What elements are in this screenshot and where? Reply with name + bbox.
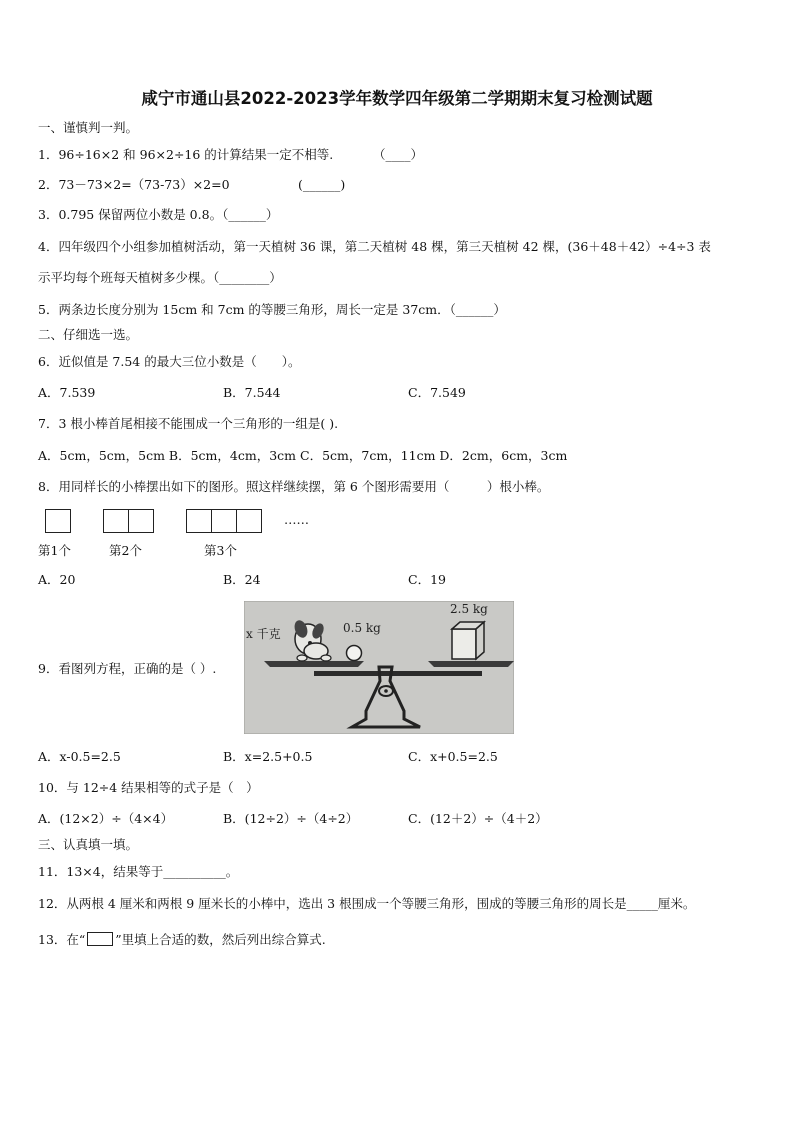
figure-label-1: 第1个 xyxy=(38,543,71,558)
ball-icon xyxy=(347,646,362,661)
question-1: 1．96÷16×2 和 96×2÷16 的计算结果一定不相等. xyxy=(38,147,334,162)
question-13 xyxy=(38,932,326,948)
page-title: 咸宁市通山县2022-2023学年数学四年级第二学期期末复习检测试题 xyxy=(141,89,653,108)
question-8: 8．用同样长的小棒摆出如下的图形。照这样继续摆，第 6 个图形需要用（ ）根小棒。 xyxy=(38,479,550,494)
stick-figure-3 xyxy=(186,509,262,533)
q8-option-b: B．24 xyxy=(223,572,261,587)
left-pan xyxy=(264,661,364,667)
cube-icon xyxy=(452,622,484,659)
question-13-suffix: ”里填上合适的数，然后列出综合算式. xyxy=(115,932,326,947)
question-12: 12．从两根 4 厘米和两根 9 厘米长的小棒中，选出 3 根围成一个等腰三角形，围成的等腰三角形的周长是_____厘米。 xyxy=(38,896,696,911)
right-pan xyxy=(428,661,514,667)
answer-box xyxy=(87,932,113,946)
question-11: 11．13×4，结果等于__________。 xyxy=(38,864,239,879)
q6-option-c: C．7.549 xyxy=(408,385,466,400)
question-2: 2．73－73×2=（73-73）×2=0 xyxy=(38,177,230,192)
stick-figure-1 xyxy=(45,509,71,533)
balance-scale-image xyxy=(244,601,514,734)
question-1-answer-paren: （____） xyxy=(373,147,424,162)
question-4-line-1: 4．四年级四个小组参加植树活动，第一天植树 36 课，第二天植树 48 棵，第三天植树 42 棵，(36＋48＋42）÷4÷3 表 xyxy=(38,239,711,254)
figure-label-2: 第2个 xyxy=(109,543,142,558)
q9-option-a: A．x-0.5=2.5 xyxy=(38,749,121,764)
section-heading-judge: 一、谨慎判一判。 xyxy=(38,120,139,135)
q8-option-a: A．20 xyxy=(38,572,76,587)
question-2-answer-paren: (______) xyxy=(298,177,346,192)
ball-weight-label: 0.5 kg xyxy=(343,621,381,635)
q9-option-b: B．x=2.5+0.5 xyxy=(223,749,313,764)
question-3: 3．0.795 保留两位小数是 0.8。（______） xyxy=(38,207,279,222)
x-kg-label: x 千克 xyxy=(246,627,281,641)
question-7: 7．3 根小棒首尾相接不能围成一个三角形的一组是( ). xyxy=(38,416,339,431)
q10-option-b: B．(12÷2）÷（4÷2） xyxy=(223,811,359,826)
question-6: 6．近似值是 7.54 的最大三位小数是（ ）。 xyxy=(38,354,301,369)
question-9: 9．看图列方程，正确的是（ ）. xyxy=(38,661,217,676)
stick-figure-2 xyxy=(103,509,154,533)
question-10: 10．与 12÷4 结果相等的式子是（ ） xyxy=(38,780,259,795)
section-heading-fill: 三、认真填一填。 xyxy=(38,837,139,852)
section-heading-choose: 二、仔细选一选。 xyxy=(38,327,139,342)
question-13-prefix: 13．在“ xyxy=(38,932,86,947)
q9-option-c: C．x+0.5=2.5 xyxy=(408,749,498,764)
figure-label-3: 第3个 xyxy=(204,543,237,558)
q10-option-a: A．(12×2）÷（4×4） xyxy=(38,811,174,826)
balance-beam xyxy=(314,671,482,676)
question-4-line-2: 示平均每个班每天植树多少棵。（________） xyxy=(38,270,282,285)
q6-option-b: B．7.544 xyxy=(223,385,281,400)
box-weight-label: 2.5 kg xyxy=(450,602,488,616)
q8-option-c: C．19 xyxy=(408,572,446,587)
q10-option-c: C．(12＋2）÷（4＋2） xyxy=(408,811,548,826)
q7-options: A．5cm，5cm，5cm B．5cm，4cm，3cm C．5cm，7cm，11cm D．2cm，6cm，3cm xyxy=(38,448,568,463)
q6-option-a: A．7.539 xyxy=(38,385,96,400)
question-5: 5．两条边长度分别为 15cm 和 7cm 的等腰三角形，周长一定是 37cm．（______） xyxy=(38,302,506,317)
stick-figure-ellipsis: …… xyxy=(284,512,309,527)
